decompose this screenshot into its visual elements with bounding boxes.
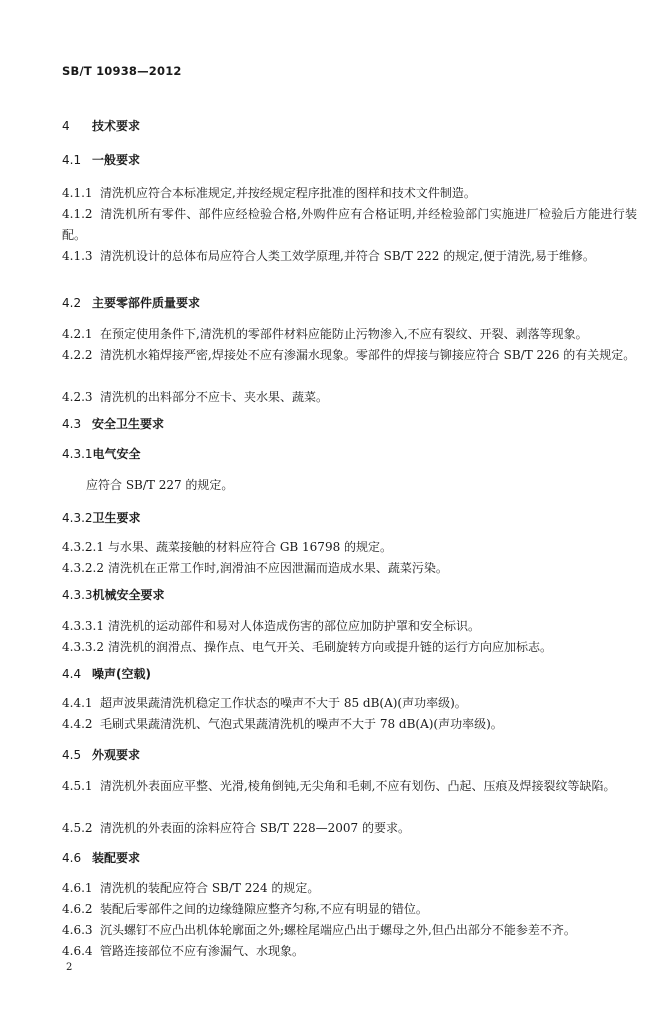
clause-4-3-3-1: 4.3.3.1 清洗机的运动部件和易对人体造成伤害的部位应加防护罩和安全标识。	[62, 619, 481, 633]
clause-4-3-1-text: 应符合 SB/T 227 的规定。	[86, 478, 234, 492]
clause-4-4-1: 4.4.1 超声波果蔬清洗机稳定工作状态的噪声不大于 85 dB(A)(声功率级)。	[62, 696, 467, 710]
clause-4-6-1: 4.6.1 清洗机的装配应符合 SB/T 224 的规定。	[62, 881, 320, 895]
clause-4-2-3: 4.2.3 清洗机的出料部分不应卡、夹水果、蔬菜。	[62, 390, 329, 404]
clause-4-1-3: 4.1.3 清洗机设计的总体布局应符合人类工效学原理,并符合 SB/T 222 的规定,便于清洗,易于维修。	[62, 249, 595, 263]
page-number: 2	[66, 962, 73, 973]
section-heading-4-5: 4.5 外观要求	[62, 748, 141, 762]
section-heading-4-1: 4.1 一般要求	[62, 153, 141, 167]
clause-4-6-3: 4.6.3 沉头螺钉不应凸出机体轮廓面之外;螺栓尾端应凸出于螺母之外,但凸出部分不能参差不齐。	[62, 923, 576, 937]
standard-code-header: SB/T 10938—2012	[62, 64, 182, 78]
clause-4-4-2: 4.4.2 毛刷式果蔬清洗机、气泡式果蔬清洗机的噪声不大于 78 dB(A)(声功率级)。	[62, 717, 503, 731]
clause-4-2-1: 4.2.1 在预定使用条件下,清洗机的零部件材料应能防止污物渗入,不应有裂纹、开裂、剥落等现象。	[62, 327, 588, 341]
section-heading-4-3-1: 4.3.1电气安全	[62, 447, 141, 461]
clause-4-3-2-1: 4.3.2.1 与水果、蔬菜接触的材料应符合 GB 16798 的规定。	[62, 540, 393, 554]
clause-4-2-2: 4.2.2 清洗机水箱焊接严密,焊接处不应有渗漏水现象。零部件的焊接与铆接应符合 SB/T 226 的有关规定。	[62, 348, 636, 362]
section-heading-4-4: 4.4 噪声(空载)	[62, 667, 151, 681]
clause-4-6-4: 4.6.4 管路连接部位不应有渗漏气、水现象。	[62, 944, 305, 958]
clause-4-3-2-2: 4.3.2.2 清洗机在正常工作时,润滑油不应因泄漏而造成水果、蔬菜污染。	[62, 561, 448, 575]
clause-4-6-2: 4.6.2 装配后零部件之间的边缘缝隙应整齐匀称,不应有明显的错位。	[62, 902, 428, 916]
section-heading-4: 4 技术要求	[62, 119, 141, 133]
clause-4-5-1: 4.5.1 清洗机外表面应平整、光滑,棱角倒钝,无尖角和毛刺,不应有划伤、凸起、压痕及焊接裂纹等缺陷。	[62, 779, 616, 793]
clause-4-3-3-2: 4.3.3.2 清洗机的润滑点、操作点、电气开关、毛刷旋转方向或提升链的运行方向应加标志。	[62, 640, 553, 654]
clause-4-1-1: 4.1.1 清洗机应符合本标准规定,并按经规定程序批准的图样和技术文件制造。	[62, 186, 476, 200]
clause-4-5-2: 4.5.2 清洗机的外表面的涂料应符合 SB/T 228—2007 的要求。	[62, 821, 410, 835]
clause-4-1-2: 4.1.2 清洗机所有零件、部件应经检验合格,外购件应有合格证明,并经检验部门实施进厂检验后方能进行装配。	[62, 207, 637, 242]
section-heading-4-3: 4.3 安全卫生要求	[62, 417, 165, 431]
section-heading-4-3-2: 4.3.2卫生要求	[62, 511, 141, 525]
section-heading-4-2: 4.2 主要零部件质量要求	[62, 296, 201, 310]
section-heading-4-3-3: 4.3.3机械安全要求	[62, 588, 165, 602]
section-heading-4-6: 4.6 装配要求	[62, 851, 141, 865]
